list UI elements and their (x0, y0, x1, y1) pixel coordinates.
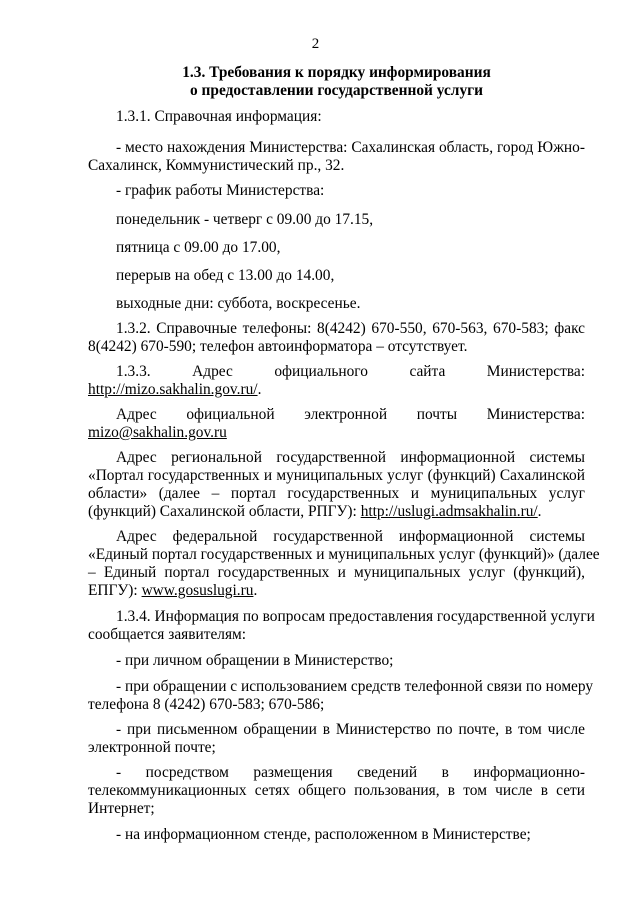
epgu-line-4 (88, 582, 257, 600)
schedule-mon-thu: понедельник - четверг с 09.00 до 17.15, (116, 211, 374, 228)
internet-word-4: сведений (357, 764, 418, 781)
rpgu-line-1: Адрес региональной государственной информационной системы (116, 449, 585, 466)
schedule-friday: пятница с 09.00 до 17.00, (116, 239, 281, 256)
info-line-2: сообщается заявителям: (88, 626, 247, 643)
internet-word-6: информационно- (473, 764, 585, 781)
email-word-4: почты (416, 406, 458, 423)
website-word-1: 1.3.3. (116, 363, 151, 380)
website-word-3: официального (274, 363, 368, 380)
internet-word-2: посредством (145, 764, 229, 781)
rpgu-tail: . (537, 503, 542, 520)
epgu-line-2: «Единый портал государственных и муниципальных услуг (функций)» (далее (88, 546, 600, 563)
location-line-2: Сахалинск, Коммунистический пр., 32. (88, 157, 345, 174)
website-word-5: Министерства: (486, 363, 585, 380)
website-link[interactable]: http://mizo.sakhalin.gov.ru/ (88, 381, 258, 398)
bullet-phone-line-2: телефона 8 (4242) 670-583; 670-586; (88, 696, 325, 713)
bullet-mail-line-1: - при письменном обращении в Министерство по почте, в том числе (116, 721, 585, 738)
phones-line-1: 1.3.2. Справочные телефоны: 8(4242) 670-550, 670-563, 670-583; факс (116, 320, 585, 337)
epgu-line-1: Адрес федеральной государственной информационной системы (116, 528, 585, 545)
schedule-lunch: перерыв на обед с 13.00 до 14.00, (116, 267, 335, 284)
schedule-heading: - график работы Министерства: (116, 182, 325, 199)
location-line-1: - место нахождения Министерства: Сахалинская область, город Южно- (116, 139, 585, 156)
page-number: 2 (311, 36, 320, 52)
bullet-personal: - при личном обращении в Министерство; (116, 652, 394, 669)
website-word-4: сайта (409, 363, 446, 380)
bullet-internet-line-1 (116, 764, 585, 782)
info-line-1: 1.3.4. Информация по вопросам предоставления государственной услуги (116, 608, 595, 625)
rpgu-line-4-text: (функций) Сахалинской области, РПГУ): (88, 503, 361, 520)
bullet-internet-line-2: телекоммуникационных сетях общего пользования, в том числе в сети (88, 782, 585, 799)
section-heading-line-2: о предоставлении государственной услуги (190, 82, 483, 99)
phones-line-2: 8(4242) 670-590; телефон автоинформатора – отсутствует. (88, 338, 468, 355)
epgu-link[interactable]: www.gosuslugi.ru (141, 582, 254, 599)
rpgu-line-3: области» (далее – портал государственных и муниципальных услуг (88, 485, 585, 502)
email-word-5: Министерства: (486, 406, 585, 423)
rpgu-line-4 (88, 503, 542, 521)
epgu-line-4-text: ЕПГУ): (88, 582, 142, 599)
website-tail: . (257, 381, 262, 398)
internet-word-3: размещения (253, 764, 333, 781)
website-line-2 (88, 381, 261, 399)
email-word-2: официальной (186, 406, 275, 423)
email-line-2 (88, 424, 227, 442)
email-word-1: Адрес (116, 406, 157, 423)
rpgu-link[interactable]: http://uslugi.admsakhalin.ru/ (360, 503, 538, 520)
paragraph-1-3-1: 1.3.1. Справочная информация: (116, 108, 322, 125)
rpgu-line-2: «Портал государственных и муниципальных услуг (функций) Сахалинской (88, 467, 585, 484)
email-word-3: электронной (304, 406, 388, 423)
website-word-2: Адрес (192, 363, 233, 380)
bullet-mail-line-2: электронной почте; (88, 739, 216, 756)
epgu-tail: . (253, 582, 258, 599)
bullet-stand: - на информационном стенде, расположенном в Министерстве; (116, 826, 531, 843)
epgu-line-3: – Единый портал государственных и муниципальных услуг (функций), (88, 564, 585, 581)
section-heading-line-1: 1.3. Требования к порядку информирования (182, 64, 491, 81)
bullet-internet-line-3: Интернет; (88, 800, 155, 817)
schedule-weekend: выходные дни: суббота, воскресенье. (116, 295, 361, 312)
bullet-phone-line-1: - при обращении с использованием средств телефонной связи по номеру (116, 678, 594, 695)
email-line-1 (116, 406, 585, 424)
website-line-1 (116, 363, 585, 381)
internet-word-5: в (441, 764, 449, 781)
email-link[interactable]: mizo@sakhalin.gov.ru (88, 424, 227, 441)
internet-word-1: - (116, 764, 122, 781)
